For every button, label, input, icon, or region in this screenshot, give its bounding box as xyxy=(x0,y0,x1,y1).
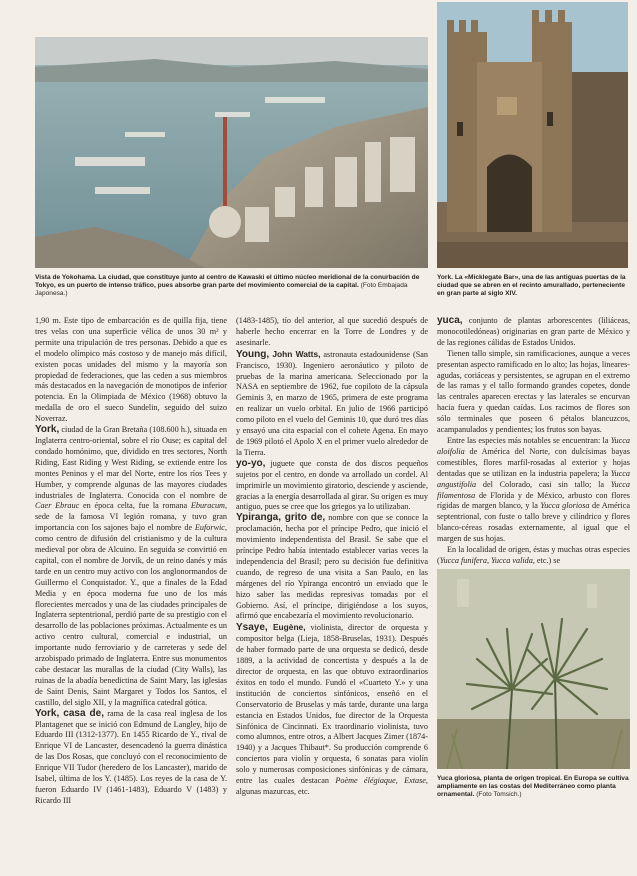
headword-yoyo: yo-yo, xyxy=(236,457,266,469)
york-italic-2: Eburacum xyxy=(190,501,225,511)
entry-yoyo xyxy=(236,459,428,514)
york-text-1: ciudad de la Gran Bretaña (108.600 h.), situada en Inglaterra centro-oriental, sobre el río Ouse; es capital del condado homónimo, que, dividido en tres sectores, North Riding, East Riding y West Riding, se extiende entre los montes Peninos y el mar del Norte, entre los ríos Tees y Humber, y comprende algunas de las mayores ciudades industriales de Inglaterra. Conocida con el nombre de xyxy=(35,425,227,500)
yuca-p3-c: del Colorado, casi sin tallo; la xyxy=(476,479,611,489)
yuca-p3-italic-4: Yucca gloriosa xyxy=(540,501,590,511)
headword-young-sub: John Watts, xyxy=(269,348,321,359)
yucca-photo xyxy=(437,569,630,769)
column-2 xyxy=(236,316,428,798)
headword-yuca: yuca, xyxy=(437,315,463,326)
entry-york xyxy=(35,425,227,709)
yokohama-caption xyxy=(35,274,428,299)
entry-ypiranga xyxy=(236,513,428,622)
young-text: astronauta estadounidense (San Francisco, 1930). Ingeniero aeronáutico y piloto de pruebas de la marina americana. Seleccionado por la NASA en septiembre de 1962, fue copiloto de la cápsula Geminis 3, en marzo de 1965, primera de este programa en realizar un vuelo orbital. En julio de 1966 participó como piloto en el vuelo del Geminis 10, que duró tres días y ensayó una cita espacial con el cohete Agena. En mayo de 1969 pilotó el Apolo X en el primer vuelo alrededor de la Tierra. xyxy=(236,349,428,457)
york-casa-continued: (1483-1485), tío del anterior, al que sucedió después de haberle hecho encerrar en la Torre de Londres y de asesinarle. xyxy=(236,316,428,347)
sailing-entry-continued: 1,90 m. Este tipo de embarcación es de quilla fija, tiene tres velas con una superficie vélica de unos 30 m² y permite una tripulación de tres personas. Debido a que es el modelo olímpico más costoso y de manejo más difícil, existen pocas unidades del mismo y la mayoría son propiedad de federaciones, que las ceden a sus miembros más destacados en la navegación de monotipos de inferior potencia. En la Olimpiada de México (1968) obtuvo la medalla de oro el sueco Sundelin, seguido del suizo Noverraz. xyxy=(35,316,227,424)
yuca-para-3 xyxy=(437,436,630,545)
yuca-p3-e: de América septentrional, con fuste o tallo breve y cilíndrico y flores blanco-céreas rosadas externamente, al igual que el margen de sus hojas. xyxy=(437,501,630,544)
entry-yuca xyxy=(437,316,630,349)
york-text-4: , como centro de difusión del cristianismo y de la cultura medieval por obra de Alcuino. En seguida se convirtió en capital, con el nombre de Jorvik, de un reino danés y más tarde en un centro muy activo con los anglonormandos de Guillermo el Conquistador. Y., que a finales de la Edad Media y en época moderna fue uno de los más florecientes mercados y una de las ciudades principales de Inglaterra septentrional, perdió parte de su prestigio con el desarrollo de las poblaciones próximas. Actualmente es un activo centro cultural, comercial e industrial, un importante nudo ferroviario y de carreteras y sede del arzobispado primado de Inglaterra. Entre sus monumentos cabe destacar las murallas de la ciudad (City Walls), las ruinas de la abadía benedictina de Saint Mary, las iglesias de Saint Denis, Saint Margaret y Todos los Santos, el castillo, del siglo XII, y la magnífica catedral gótica. xyxy=(35,523,227,707)
yucca-caption-credit: (Foto Tomsich.) xyxy=(476,791,522,799)
yuca-p3-b: de América del Norte, con dulcísimas bayas comestibles, flores marfil-rosadas al exterior y hojas dentadas que se utilizan en la industria papelera; la xyxy=(437,446,630,478)
headword-ypiranga: Ypiranga, grito de, xyxy=(236,512,326,524)
yuca-para-4 xyxy=(437,545,630,567)
headword-ysaye-sub: Eugène, xyxy=(267,622,306,633)
york-italic-3: Euforwic xyxy=(194,523,225,533)
headword-york-casa: York, casa de, xyxy=(35,707,104,719)
headword-ysaye: Ysaye, xyxy=(236,622,268,634)
yokohama-caption-credit: (Foto Embajada Japonesa.) xyxy=(35,282,408,298)
headword-young: Young, xyxy=(236,348,270,360)
york-italic-1: Caer Ebrauc xyxy=(35,501,80,511)
yuca-p3-italic-3: Yucca filamentosa xyxy=(437,479,630,500)
yuca-p3-italic-2: Yucca angustifolia xyxy=(437,468,630,489)
yuca-p3-a: Entre las especies más notables se encuentran: la xyxy=(447,435,611,445)
yuca-p4-b: , etc.) se xyxy=(532,555,561,565)
column-1 xyxy=(35,316,227,807)
yuca-text: conjunto de plantas arborescentes (liliáceas, monocotiledóneas) originarias en gran parte de México y de las regiones cálidas de Estados Unidos. xyxy=(437,316,630,347)
york-text-2: en época celta, fue la romana xyxy=(79,501,191,511)
york-casa-text: rama de la casa real inglesa de los Plantagenet que se inició con Edmund de Langley, hijo de Eduardo III (1312-1377). En 1455 Ricardo de Y., rival de Enrique VI de Lancaster, desencadenó la guerra dinástica de las Dos Rosas, que concluyó con el reconocimiento de Enrique VII Tudor (heredero de los Lancaster), marido de Isabel, última de los Y. (1485). Los reyes de la casa de Y. fueron Eduardo IV (1461-1483), Eduardo V (1483) y Ricardo III xyxy=(35,708,227,805)
yokohama-caption-text: Vista de Yokohama. La ciudad, que constituye junto al centro de Kawaski el último núcleo meridional de la conurbación de Tokyo, es un puerto de intenso tráfico, pues absorbe gran parte del movimiento comercial de la capital. xyxy=(35,274,420,290)
entry-ysaye xyxy=(236,622,428,798)
entry-york-casa xyxy=(35,709,227,807)
yuca-p4-italic: Yucca funifera, Yucca valida xyxy=(439,555,533,565)
ysaye-italic-1: Poème élégiaque, Extase, xyxy=(335,776,428,786)
york-text-3: , sede de la famosa VI legión romana, y tuvo gran importancia con los sajones bajo el nombre de xyxy=(35,501,227,533)
ypiranga-text: nombre con que se conoce la proclamación, hecha por el príncipe Pedro, que inició el movimiento independentista del Brasil. Se sabe que el príncipe Pedro había intentado establecer varias veces la independencia del Brasil; pero su decisión fue definitiva cuando, de regreso de una visita a San Paulo, en las márgenes del río Ypiranga encontró un enviado que le hizo saber las medidas represivas tomadas por el Gobierno. Así, el príncipe, dirigiéndose a los suyos, afirmó que encabezaría el movimiento revolucionario. xyxy=(236,513,428,621)
york-gate-photo xyxy=(437,2,628,268)
ysaye-text-1: violinista, director de orquesta y compositor belga (Lieja, 1858-Bruselas, 1931). Después de haber formado parte de una orquesta se dedicó, desde 1889, a la actividad de concertista y después a la de director de orquesta, en las que obtuvo extraordinarios éxitos en todo el mundo. Fundó el «Cuarteto Y.» y una institución de conciertos sinfónicos, enseñó en el Conservatorio de Bruselas y más tarde, durante una larga estancia en Estados Unidos, fue director de la Orquesta Sinfónica de Cincinnati. Ex traordinario violinista, tuvo como alumnos, entre otros, a Albert Jacques Zimer (1874-1940) y a Jacques Thibaut*. Su producción comprende 6 conciertos para violín y orquesta, 6 sonatas para violín solo y numerosas composiciones sinfónicas y de cámara, entre las cuales destacan xyxy=(236,623,428,786)
york-gate-caption-text: York. La «Micklegate Bar», una de las antiguas puertas de la ciudad que se abren en el recinto amurallado, perteneciente en gran parte al siglo XIV. xyxy=(437,274,626,298)
york-gate-caption xyxy=(437,274,630,299)
yuca-p3-italic-1: Yucca aloifolia xyxy=(437,435,630,456)
yuca-p3-d: de Florida y de México, arbusto con flores rígidas de margen blanco, y la xyxy=(437,490,630,511)
ysaye-text-2: algunas mazurcas, etc. xyxy=(236,786,310,796)
entry-young xyxy=(236,349,428,459)
yoyo-text: juguete que consta de dos discos pequeños sujetos por el centro, en donde va arrollado un cordel. Al imprimirle un movimiento giratorio, desciende y asciende, gracias a la energía desarrollada al girar. Su origen es muy antiguo, pues se cree que los griegos ya lo utilizaban. xyxy=(236,458,428,512)
yokohama-photo xyxy=(35,37,428,268)
yuca-para-2: Tienen tallo simple, sin ramificaciones, aunque a veces presentan aspecto ramificado en lo alto; las hojas, lineares-agudas, coriáceas y persistentes, se agrupan en el extremo de las ramas y el tallo formando grandes copetes, donde las centrales aparecen erectas y las laterales se encurvan hacia fuera y quedan caídas. Los racimos de flores son sólo terminales que poseen 6 pétalos blancuzcos, acampanulados y pendientes; los frutos son bayas. xyxy=(437,348,631,435)
yuca-p4-a: En la localidad de origen, éstas y muchas otras especies ( xyxy=(437,545,630,565)
yucca-caption-text: Yuca gloriosa, planta de origen tropical. En Europa se cultiva ampliamente en las costas del Mediterráneo como planta ornamental. xyxy=(437,775,629,799)
yucca-caption xyxy=(437,775,630,800)
column-3 xyxy=(437,316,630,567)
headword-york: York, xyxy=(35,424,60,436)
